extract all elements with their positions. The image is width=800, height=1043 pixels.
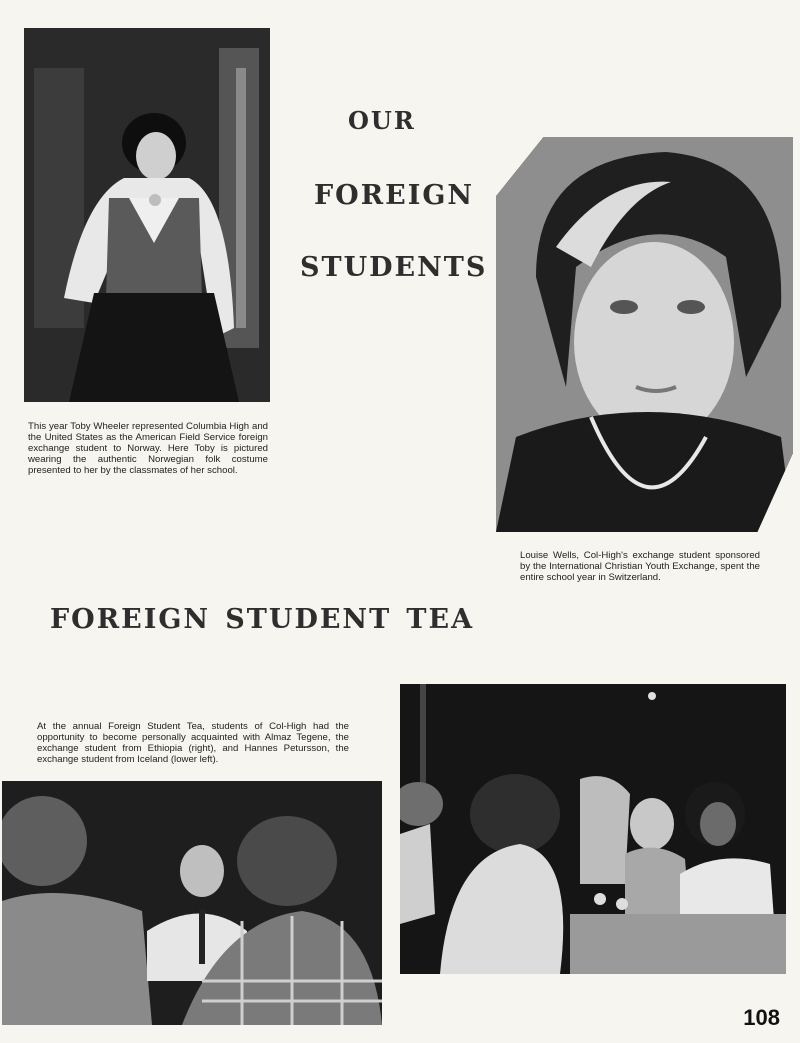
headline-line-3: students bbox=[300, 240, 488, 285]
photo-louise-wells bbox=[496, 137, 793, 532]
caption-louise: Louise Wells, Col-High's exchange student sponsored by the International Christian Youth Exchange, spent the entire school year in Switzerland. bbox=[520, 550, 760, 583]
caption-toby: This year Toby Wheeler represented Columbia High and the United States as the American Field Service foreign exchange student to Norway. Here Toby is pictured wearing the authentic Norwegian folk costume presented to her by the classmates of her school. bbox=[28, 421, 268, 476]
caption-tea: At the annual Foreign Student Tea, students of Col-High had the opportunity to become personally acquainted with Almaz Tegene, the exchange student from Ethiopia (right), and Hannes Petursson, the exchange student from Iceland (lower left). bbox=[37, 721, 349, 765]
headline-line-2: foreign bbox=[314, 168, 475, 213]
photo-tea-right bbox=[400, 684, 786, 974]
photo-tea-lower-left bbox=[2, 781, 382, 1025]
photo-toby-wheeler bbox=[24, 28, 270, 402]
page-number: 108 bbox=[743, 1005, 780, 1030]
section-title: foreign student tea bbox=[50, 592, 475, 637]
headline-line-1: our bbox=[348, 98, 416, 138]
